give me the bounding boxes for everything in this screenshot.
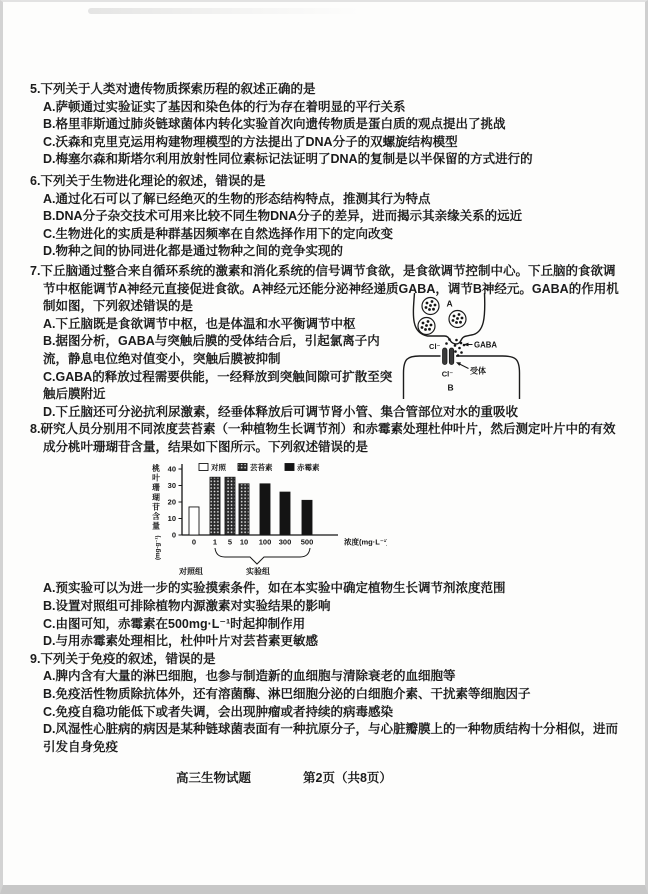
question-stem-text: 下列关于人类对遗传物质探索历程的叙述正确的是 [40, 82, 316, 96]
label-cl-bottom: Cl⁻ [441, 369, 454, 379]
question-9-stem [30, 651, 624, 669]
bar-芸苔素-10 [239, 484, 249, 535]
legend-swatch-芸苔素 [238, 464, 247, 471]
legend-swatch-对照 [199, 464, 208, 471]
vesicle-dot [455, 321, 458, 324]
gaba-molecule-dot [454, 344, 457, 347]
question-stem-text: 下丘脑通过整合来自循环系统的激素和消化系统的信号调节食欲，是食欲调节控制中心。下丘脑的食欲调节中枢能调节A神经元直接促进食欲。A神经元还能分泌神经递质GABA，调节B神经元。GABA的作用机制如图，下列叙述错误的是 [40, 263, 619, 314]
x-tick-label: 0 [191, 537, 197, 547]
vesicle-dot [426, 302, 429, 305]
x-tick-label: 5 [227, 537, 233, 547]
question-7-option-d: D.下丘脑还可分泌抗利尿激素，经垂体释放后可调节肾小管、集合管部位对水的重吸收 [43, 404, 519, 419]
legend-label: 赤霉素 [297, 463, 320, 473]
y-axis-label-char: 叶 [152, 474, 160, 484]
legend-label: 对照 [211, 463, 226, 473]
x-axis-label: 浓度(mg·L⁻¹) [344, 537, 387, 547]
bar-赤霉素-100 [260, 484, 270, 535]
vesicle-dot [424, 328, 427, 331]
question-number: 9. [30, 651, 41, 666]
vesicle-dot [429, 304, 432, 307]
vesicle-dot [458, 313, 461, 316]
question-6-option-a: A.通过化石可以了解已经绝灭的生物的形态结构特点，推测其行为特点 [43, 191, 431, 206]
question-5-stem [30, 81, 624, 99]
question-number: 8. [30, 422, 41, 437]
vesicle-dot [428, 308, 431, 311]
chloride-channel-right-subunit [449, 348, 454, 365]
vesicle-dot [421, 326, 424, 329]
label-receptor: 受体 [470, 366, 486, 376]
y-axis-label-char: 量 [152, 522, 160, 532]
bar-赤霉素-300 [280, 493, 290, 536]
y-axis-unit: (mg·g⁻¹) [154, 535, 162, 561]
y-tick-label: 20 [167, 498, 176, 508]
question-stem-text: 下列关于免疫的叙述，错误的是 [40, 651, 216, 666]
question-8-stem [30, 421, 624, 456]
vesicle-dot [461, 317, 464, 320]
aucubin-content-bar-chart [142, 456, 387, 580]
question-8-option-d: D.与用赤霉素处理相比，杜仲叶片对芸苔素更敏感 [43, 634, 319, 649]
vesicle-dot [459, 321, 462, 324]
x-tick-label: 500 [300, 537, 314, 547]
footer-page-number: 第2页（共8页） [303, 771, 392, 785]
question-9-option-c: C.免疫自稳功能低下或者失调，会出现肿瘤或者持续的病毒感染 [43, 704, 394, 719]
question-5 [30, 81, 624, 169]
question-8 [30, 421, 624, 651]
control-group-label: 对照组 [179, 567, 203, 577]
y-axis-label-char: 桃 [152, 464, 160, 474]
question-8-option-a: A.预实验可以为进一步的实验摸索条件，如在本实验中确定植物生长调节剂浓度范围 [43, 581, 506, 596]
question-9-option-a: A.脾内含有大量的淋巴细胞，也参与制造新的血细胞与清除衰老的血细胞等 [43, 669, 456, 684]
vesicle-dot [456, 317, 459, 320]
gaba-synapse-diagram [398, 293, 526, 399]
gaba-molecule-dot [460, 351, 463, 354]
gaba-molecule-dot [457, 354, 460, 357]
question-5-option-d: D.梅塞尔森和斯塔尔利用放射性同位素标记法证明了DNA的复制是以半保留的方式进行的 [43, 152, 533, 167]
scan-artifact [88, 8, 360, 14]
y-tick-label: 10 [167, 514, 176, 524]
question-9-option-b: B.免疫活性物质除抗体外，还有溶菌酶、淋巴细胞分泌的白细胞介素、干扰素等细胞因子 [43, 687, 531, 702]
gaba-molecule-dot [445, 342, 448, 345]
question-stem-text: 研究人员分别用不同浓度芸苔素（一种植物生长调节剂）和赤霉素处理杜仲叶片，然后测定叶片中的有效成分桃叶珊瑚苷含量，结果如下图所示。下列叙述错误的是 [40, 422, 616, 454]
vesicle-dot [452, 319, 455, 322]
aucubin-chart-figure [142, 456, 387, 580]
y-axis-label-char: 苷 [152, 502, 160, 512]
label-cl-top: Cl⁻ [429, 341, 441, 351]
question-6-option-c: C.生物进化的实质是种群基因频率在自然选择作用下的定向改变 [43, 226, 394, 241]
bar-芸苔素-1 [210, 478, 220, 536]
question-number: 6. [30, 173, 41, 188]
legend-swatch-赤霉素 [285, 464, 294, 471]
question-6 [30, 173, 624, 261]
postsynaptic-membrane-left [404, 356, 441, 399]
y-tick-label: 30 [167, 481, 176, 491]
x-tick-label: 1 [212, 537, 218, 547]
gaba-molecule-dot [454, 350, 457, 353]
vesicle-dot [432, 308, 435, 311]
question-6-stem [30, 173, 624, 191]
question-6-option-d: D.物种之间的协同进化都是通过物种之间的竞争实现的 [43, 244, 344, 259]
question-stem-text: 下列关于生物进化理论的叙述，错误的是 [40, 173, 266, 188]
gaba-molecule-dot [463, 344, 466, 347]
vesicle-dot [422, 322, 425, 325]
y-axis-label-char: 含 [152, 512, 160, 522]
question-7-options-narrow [30, 316, 400, 404]
question-6-option-b: B.DNA分子杂交技术可用来比较不同生物DNA分子的差异，进而揭示其亲缘关系的远近 [43, 209, 523, 224]
vesicle-dot [428, 328, 431, 331]
bar-赤霉素-500 [302, 501, 312, 536]
footer-exam-title: 高三生物试题 [176, 771, 252, 785]
gaba-synapse-figure [398, 293, 526, 399]
question-7 [30, 263, 624, 421]
legend-label: 芸苔素 [250, 463, 273, 473]
label-neuron-b: B [447, 382, 454, 393]
question-7-stem [30, 263, 624, 316]
postsynaptic-membrane-right [456, 356, 520, 399]
vesicle-dot [434, 304, 437, 307]
vesicle-dot [431, 300, 434, 303]
chloride-channel-left-subunit [443, 348, 448, 365]
vesicle-dot [427, 320, 430, 323]
question-5-option-a: A.萨顿通过实验证实了基因和染色体的行为存在着明显的平行关系 [43, 99, 406, 114]
vesicle-dot [425, 306, 428, 309]
question-number: 5. [30, 82, 41, 96]
x-tick-label: 100 [258, 537, 272, 547]
page-footer [176, 768, 392, 786]
y-axis-label-char: 瑚 [152, 493, 160, 503]
question-7-option-b: B.据图分析，GABA与突触后膜的受体结合后，引起氯离子内流，静息电位绝对值变小，突触后膜被抑制 [43, 334, 380, 366]
question-7-option-a: A.下丘脑既是食欲调节中枢，也是体温和水平衡调节中枢 [43, 316, 356, 331]
question-8-option-c: C.由图可知，赤霉素在500mg·L⁻¹时起抑制作用 [43, 616, 306, 631]
experiment-group-brace [215, 548, 310, 564]
experiment-group-label: 实验组 [246, 567, 270, 577]
x-tick-label: 10 [239, 537, 249, 547]
question-9 [30, 651, 624, 757]
y-tick-label: 0 [171, 531, 176, 541]
vesicle-dot [453, 315, 456, 318]
bar-对照-0 [189, 507, 199, 535]
vesicle-dot [430, 324, 433, 327]
label-neuron-a: A [446, 298, 453, 309]
x-tick-label: 300 [278, 537, 292, 547]
question-8-option-b: B.设置对照组可排除植物内源激素对实验结果的影响 [43, 599, 331, 614]
question-7-option-c: C.GABA的释放过程需要供能，一经释放到突触间隙可扩散至突触后膜附近 [43, 369, 393, 402]
y-tick-label: 40 [167, 465, 176, 475]
vesicle-dot [425, 324, 428, 327]
gaba-molecule-dot [458, 347, 461, 350]
question-5-option-b: B.格里菲斯通过肺炎链球菌体内转化实验首次向遗传物质是蛋白质的观点提出了挑战 [43, 117, 506, 132]
gaba-molecule-dot [455, 339, 458, 342]
gaba-molecule-dot [448, 338, 451, 341]
question-5-option-c: C.沃森和克里克运用构建物理模型的方法提出了DNA分子的双螺旋结构模型 [43, 134, 458, 149]
y-axis-label-char: 珊 [152, 483, 160, 493]
question-9-option-d: D.风湿性心脏病的病因是某种链球菌表面有一种抗原分子，与心脏瓣膜上的一种物质结构十分相似，进而引发自身免疫 [43, 722, 619, 754]
bar-芸苔素-5 [225, 478, 235, 536]
gaba-molecule-dot [460, 342, 463, 345]
page-content [30, 81, 624, 756]
label-gaba: GABA [474, 340, 497, 350]
question-number: 7. [30, 263, 41, 278]
